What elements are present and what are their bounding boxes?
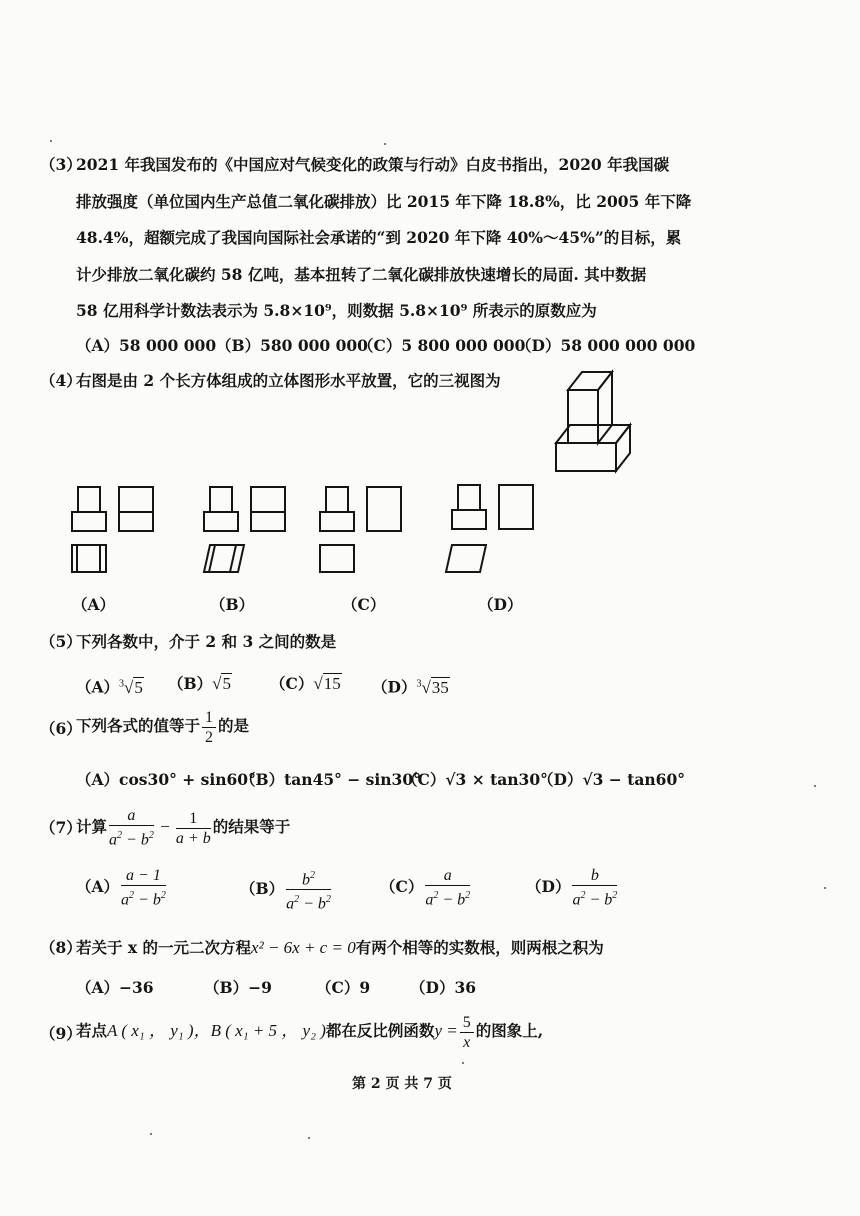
q6-text xyxy=(76,706,249,747)
q7-fraction-1: $\frac{a}{a^2 - b^2}$ xyxy=(109,807,154,849)
q9-number: （9） xyxy=(40,1024,82,1043)
q5-option-c-label: （C） xyxy=(270,674,314,693)
q5-c-radicand: 15 xyxy=(323,674,341,693)
scan-speck xyxy=(150,1133,152,1135)
q7-option-a-label: （A） xyxy=(76,877,120,896)
q8-number: （8） xyxy=(40,938,82,957)
q8-text-after: 有两个相等的实数根，则两根之积为 xyxy=(355,938,604,957)
q9-func-lhs: y = xyxy=(434,1021,458,1040)
q5-d-radicand: 35 xyxy=(431,677,449,697)
q3-option-d: （D）58 000 000 000 xyxy=(516,336,696,355)
q7-text: 计算 $\frac{a}{a^2 - b^2}$ − $\frac{1}{a + b}$ 的结果等于 xyxy=(76,807,291,849)
q4-number: （4） xyxy=(40,371,82,390)
q5-b-radicand: 5 xyxy=(222,674,231,693)
q8-text xyxy=(76,938,604,958)
q5-option-a: $(A)^3√5$ xyxy=(76,677,143,697)
q8-text-before: 若关于 x 的一元二次方程 xyxy=(76,938,252,957)
q8-equation: x² − 6x + c = 0 xyxy=(251,938,356,957)
q5-option-a-label: （A） xyxy=(76,677,120,697)
q4-option-d-label: （D） xyxy=(478,595,523,614)
scan-speck xyxy=(50,140,52,142)
q6-option-a: （A）cos30° + sin60° xyxy=(76,770,256,789)
q3-line-4: 计少排放二氧化碳约 58 亿吨，基本扭转了二氧化碳排放快速增长的局面. 其中数据 xyxy=(76,265,647,284)
q5-a-index: 3 xyxy=(119,678,125,689)
q7-option-b-label: （B） xyxy=(240,878,285,898)
q4-option-b-label: （B） xyxy=(210,595,255,614)
q9-text-mid: 都在反比例函数 xyxy=(325,1021,435,1040)
q6-option-d: （D）√3 − tan60° xyxy=(538,770,685,789)
q6-option-c: （C）√3 × tan30° xyxy=(402,770,548,789)
q6-option-b: （B）tan45° − sin30° xyxy=(240,770,421,789)
q5-option-b: （B）√5 xyxy=(168,674,231,693)
q7-fraction-2: $\frac{1}{a + b}$ xyxy=(175,809,211,847)
q7-number: （7） xyxy=(40,818,82,837)
three-d-solid-figure xyxy=(556,372,630,471)
q5-option-d-label: （D） xyxy=(372,677,417,697)
q5-text: 下列各数中，介于 2 和 3 之间的数是 xyxy=(76,632,337,651)
q6-text-before: 下列各式的值等于 xyxy=(76,716,201,735)
q9-text-after: 的图象上, xyxy=(475,1021,544,1040)
q7-text-before: 计算 xyxy=(76,817,108,836)
q3-option-c: （C）5 800 000 000 xyxy=(358,336,526,355)
page-footer: 第 2 页 共 7 页 xyxy=(352,1076,452,1092)
q7-option-b: （B） $\frac{b^2}{a^2 - b^2}$ xyxy=(240,866,333,914)
q9-frac-num: 5 xyxy=(460,1013,474,1033)
q7-option-c-label: （C） xyxy=(380,877,424,896)
q5-option-b-label: （B） xyxy=(168,674,213,693)
q4-text: 右图是由 2 个长方体组成的立体图形水平放置，它的三视图为 xyxy=(76,371,501,390)
scan-speck xyxy=(308,1137,310,1139)
q9-text xyxy=(76,1010,543,1052)
q5-number: （5） xyxy=(40,632,82,651)
option-c-views xyxy=(320,487,401,572)
scan-speck xyxy=(462,1062,464,1064)
q7-option-d-label: （D） xyxy=(526,877,571,896)
q4-option-a-label: （A） xyxy=(72,595,116,614)
option-b-views xyxy=(204,487,285,572)
option-d-views xyxy=(446,485,533,572)
q9-fraction xyxy=(460,1013,474,1052)
q6-fraction xyxy=(202,708,216,747)
scan-speck xyxy=(814,785,816,787)
option-a-views xyxy=(72,487,153,572)
q5-option-d: $(D)^3√35$ xyxy=(372,677,449,697)
q9-text-before: 若点 xyxy=(76,1021,108,1040)
q6-frac-num: 1 xyxy=(202,708,216,728)
q7-option-d: （D） $\frac{b}{a^2 - b^2}$ xyxy=(526,867,618,909)
q6-frac-den: 2 xyxy=(205,728,214,746)
q9-points: A ( x₁ ， y₁ )，B ( x₁ + 5 ， y₂ ) xyxy=(107,1021,326,1040)
q3-option-a: （A）58 000 000 xyxy=(76,336,217,355)
q7-text-after: 的结果等于 xyxy=(212,817,291,836)
q9-frac-den: x xyxy=(463,1033,471,1051)
q7-option-c: （C） $\frac{a}{a^2 - b^2}$ xyxy=(380,867,471,909)
q5-d-index: 3 xyxy=(416,678,422,689)
q8-option-a: （A）−36 xyxy=(76,978,154,997)
q8-option-d: （D）36 xyxy=(410,978,477,997)
scan-speck xyxy=(384,143,386,145)
q3-line-5: 58 亿用科学计数法表示为 5.8×10⁹，则数据 5.8×10⁹ 所表示的原数应为 xyxy=(76,301,597,320)
q3-option-b: （B）580 000 000 xyxy=(216,336,368,355)
q3-line-2: 排放强度（单位国内生产总值二氧化碳排放）比 2015 年下降 18.8%，比 2005 年下降 xyxy=(76,192,692,211)
scan-speck xyxy=(824,887,826,889)
q6-text-after: 的是 xyxy=(218,716,250,735)
q6-number: （6） xyxy=(40,719,82,738)
q3-line-3: 48.4%，超额完成了我国向国际社会承诺的“到 2020 年下降 40%～45%”的目标，累 xyxy=(76,228,682,247)
q3-number: （3） xyxy=(40,155,82,174)
q4-option-c-label: （C） xyxy=(342,595,386,614)
q7-option-a: （A） $\frac{a - 1}{a^2 - b^2}$ xyxy=(76,867,166,909)
q8-option-c: （C）9 xyxy=(316,978,371,997)
q5-option-c: （C）√15 xyxy=(270,674,341,693)
q5-a-radicand: 5 xyxy=(134,677,143,697)
q3-line-1: 2021 年我国发布的《中国应对气候变化的政策与行动》白皮书指出，2020 年我国碳 xyxy=(76,155,670,174)
q8-option-b: （B）−9 xyxy=(204,978,272,997)
